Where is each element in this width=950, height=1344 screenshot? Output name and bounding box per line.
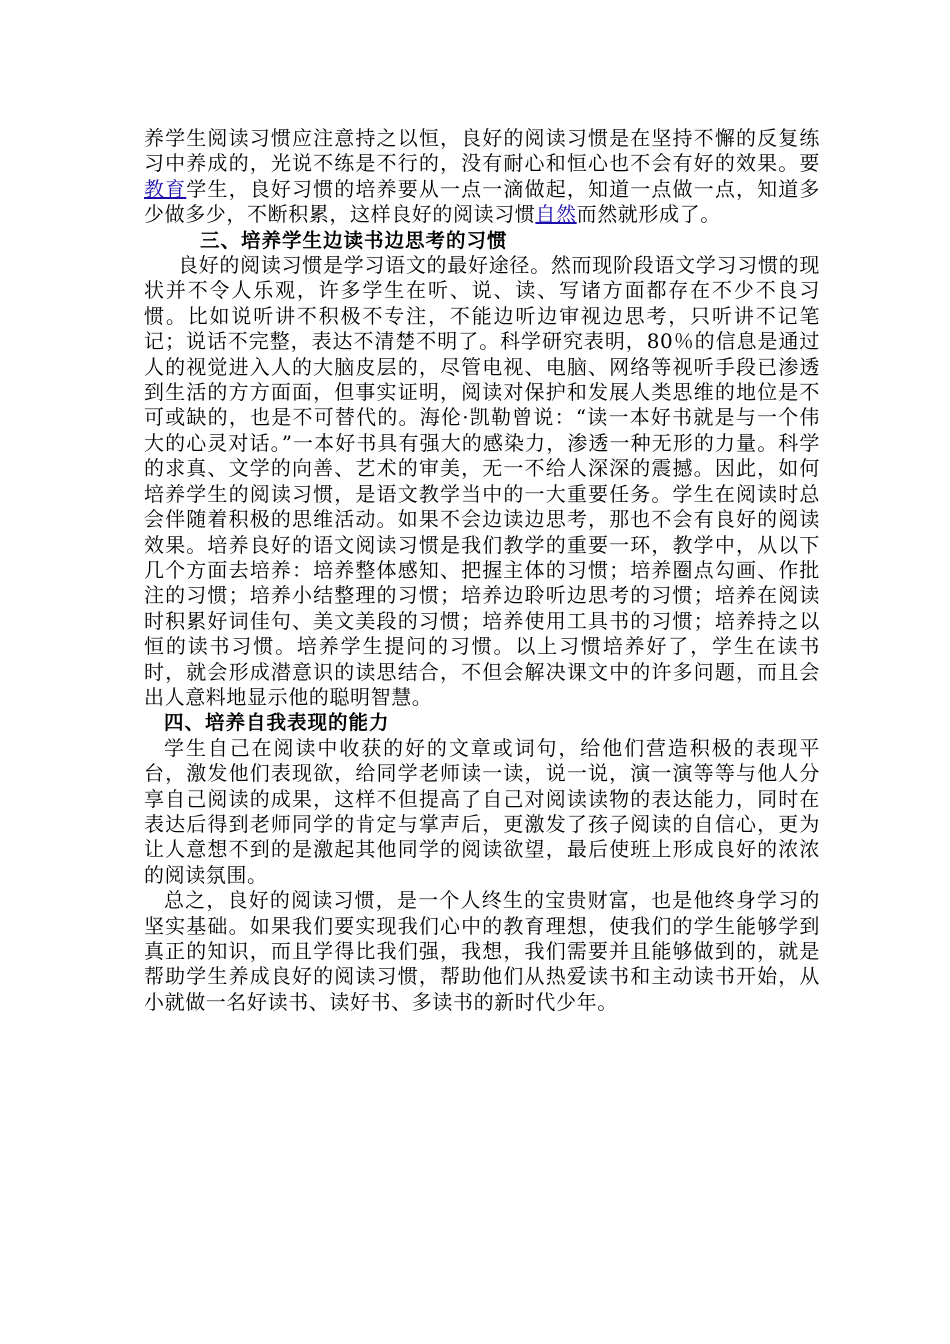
- section-heading-4: 四、培养自我表现的能力: [164, 711, 390, 735]
- paragraph-1-text-a: 养学生阅读习惯应注意持之以恒，良好的阅读习惯是在坚持不懈的反复练习中养成的，光说不练是不行的，没有耐心和恒心也不会有好的效果。要: [144, 126, 820, 176]
- paragraph-continuation: [144, 126, 820, 228]
- section-heading-3: 三、培养学生边读书边思考的习惯: [200, 228, 508, 252]
- link-nature[interactable]: 自然: [535, 202, 577, 227]
- paragraph-conclusion: 总之，良好的阅读习惯，是一个人终生的宝贵财富，也是他终身学习的坚实基础。如果我们要实现我们心中的教育理想，使我们的学生能够学到真正的知识，而且学得比我们强，我想，我们需要并且能够做到的，就是帮助学生养成良好的阅读习惯，帮助他们从热爱读书和主动读书开始，从小就做一名好读书、读好书、多读书的新时代少年。: [144, 888, 820, 1014]
- paragraph-self-expression: 学生自己在阅读中收获的好的文章或词句，给他们营造积极的表现平台，激发他们表现欲，给同学老师读一读，说一说，演一演等等与他人分享自己阅读的成果，这样不但提高了自己对阅读读物的表达能力，同时在表达后得到老师同学的肯定与掌声后，更激发了孩子阅读的自信心，更为让人意想不到的是激起其他同学的阅读欲望，最后使班上形成良好的浓浓的阅读氛围。: [144, 735, 820, 887]
- paragraph-reading-thinking: 良好的阅读习惯是学习语文的最好途径。然而现阶段语文学习习惯的现状并不令人乐观，许多学生在听、说、读、写诸方面都存在不少不良习惯。比如说听讲不积极不专注，不能边听边审视边思考，只听讲不记笔记；说话不完整，表达不清楚不明了。科学研究表明，80％的信息是通过人的视觉进入人的大脑皮层的，尽管电视、电脑、网络等视听手段已渗透到生活的方方面面，但事实证明，阅读对保护和发展人类思维的地位是不可或缺的，也是不可替代的。海伦·凯勒曾说：“读一本好书就是与一个伟大的心灵对话。”一本好书具有强大的感染力，渗透一种无形的力量。科学的求真、文学的向善、艺术的审美，无一不给人深深的震撼。因此，如何培养学生的阅读习惯，是语文教学当中的一大重要任务。学生在阅读时总会伴随着积极的思维活动。如果不会边读边思考，那也不会有良好的阅读效果。培养良好的语文阅读习惯是我们教学的重要一环，教学中，从以下几个方面去培养：培养整体感知、把握主体的习惯；培养圈点勾画、作批注的习惯；培养小结整理的习惯；培养边聆听边思考的习惯；培养在阅读时积累好词佳句、美文美段的习惯；培养使用工具书的习惯；培养持之以恒的读书习惯。培养学生提问的习惯。以上习惯培养好了，学生在读书时，就会形成潜意识的读思结合，不但会解决课文中的许多问题，而且会出人意料地显示他的聪明智慧。: [144, 253, 820, 709]
- paragraph-1-text-b: 学生，良好习惯的培养要从一点一滴做起，知道一点做一点，知道多少做多少，不断积累，这样良好的阅读习惯: [144, 176, 821, 227]
- paragraph-1-text-c: 而然就形成了。: [576, 202, 721, 227]
- link-education[interactable]: 教育: [144, 176, 187, 201]
- document-body: [144, 126, 820, 1015]
